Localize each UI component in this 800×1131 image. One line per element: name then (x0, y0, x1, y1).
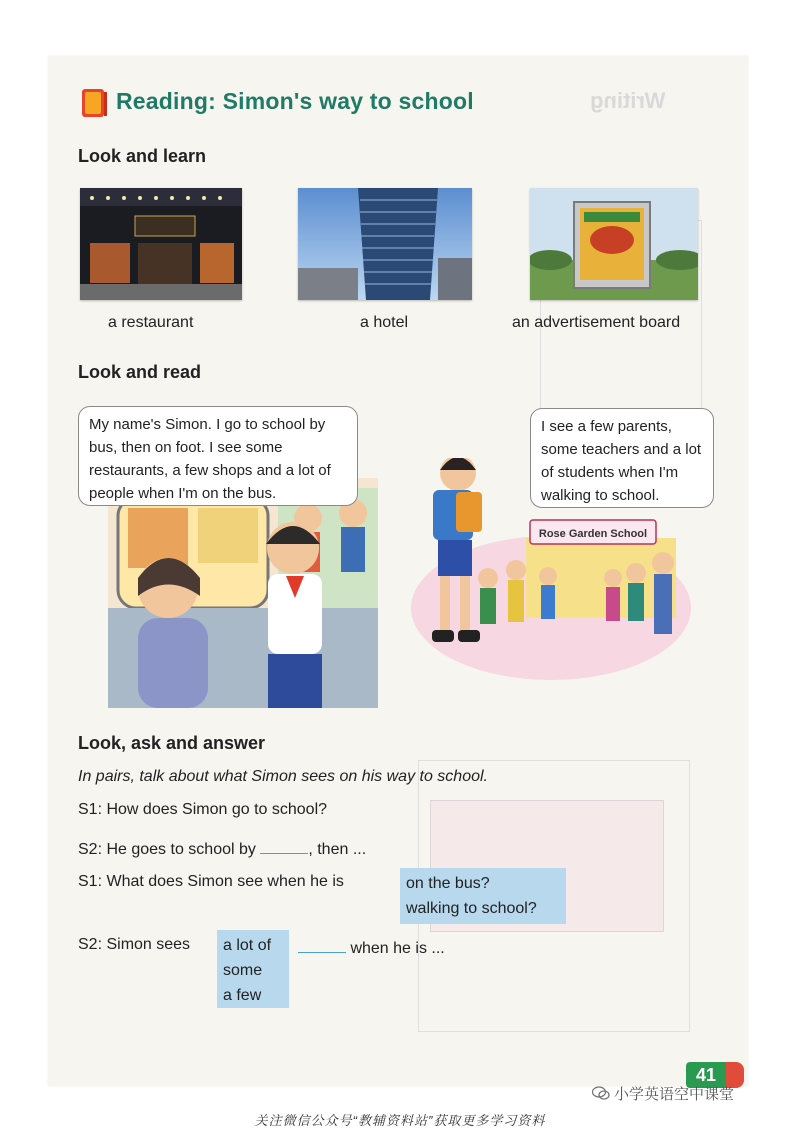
speech-bubble-simon-walking: I see a few parents, some teachers and a lot of students when I'm walking to school. (530, 408, 714, 508)
exercise-answer-1 (78, 837, 366, 859)
watermark-text: 小学英语空中课堂 (614, 1086, 735, 1103)
exercise-instruction: In pairs, talk about what Simon sees on his way to school. (78, 768, 488, 785)
exercise-question-1: S1: How does Simon go to school? (78, 801, 328, 818)
exercise-question-2: S1: What does Simon see when he is (78, 873, 344, 890)
option-walking: walking to school? (406, 900, 537, 917)
advertisement-board-photo (530, 188, 698, 300)
page-number: 41 (686, 1062, 726, 1088)
exercise-answer-1-start: S2: He goes to school by (78, 841, 256, 858)
hotel-photo (298, 188, 472, 300)
caption-hotel: a hotel (360, 314, 409, 331)
option-some: some (223, 962, 263, 979)
section-look-and-learn: Look and learn (78, 146, 207, 166)
school-sign: Rose Garden School (538, 528, 648, 540)
speech-bubble-simon-bus: My name's Simon. I go to school by bus, then on foot. I see some restaurants, a few shops and a lot of people when I'm on the bus. (78, 406, 358, 506)
exercise-answer-2 (78, 936, 190, 954)
page-title: Reading: Simon's way to school (116, 88, 474, 114)
wechat-icon (592, 1086, 610, 1100)
option-box-location (400, 868, 566, 924)
show-through-text: Writing (590, 88, 666, 113)
option-box-quantity (217, 930, 289, 1008)
caption-advertisement-board: an advertisement board (512, 314, 681, 331)
option-a-lot-of: a lot of (223, 937, 272, 954)
blank-transport (260, 837, 308, 854)
option-on-bus: on the bus? (406, 875, 490, 892)
footer-note: 关注微信公众号“教辅资料站”获取更多学习资料 (254, 1113, 546, 1128)
book-icon (80, 86, 108, 120)
exercise-answer-1-end: , then ... (308, 841, 367, 858)
bus-illustration (108, 478, 378, 708)
section-look-and-read: Look and read (78, 362, 202, 382)
exercise-answer-2-tail (298, 936, 445, 958)
exercise-answer-2-end: when he is ... (350, 940, 445, 957)
caption-restaurant: a restaurant (108, 314, 194, 331)
option-a-few: a few (223, 987, 262, 1004)
section-look-ask-answer: Look, ask and answer (78, 733, 266, 753)
blank-things (298, 936, 346, 953)
restaurant-photo (80, 188, 242, 300)
exercise-answer-2-start: S2: Simon sees (78, 936, 191, 953)
